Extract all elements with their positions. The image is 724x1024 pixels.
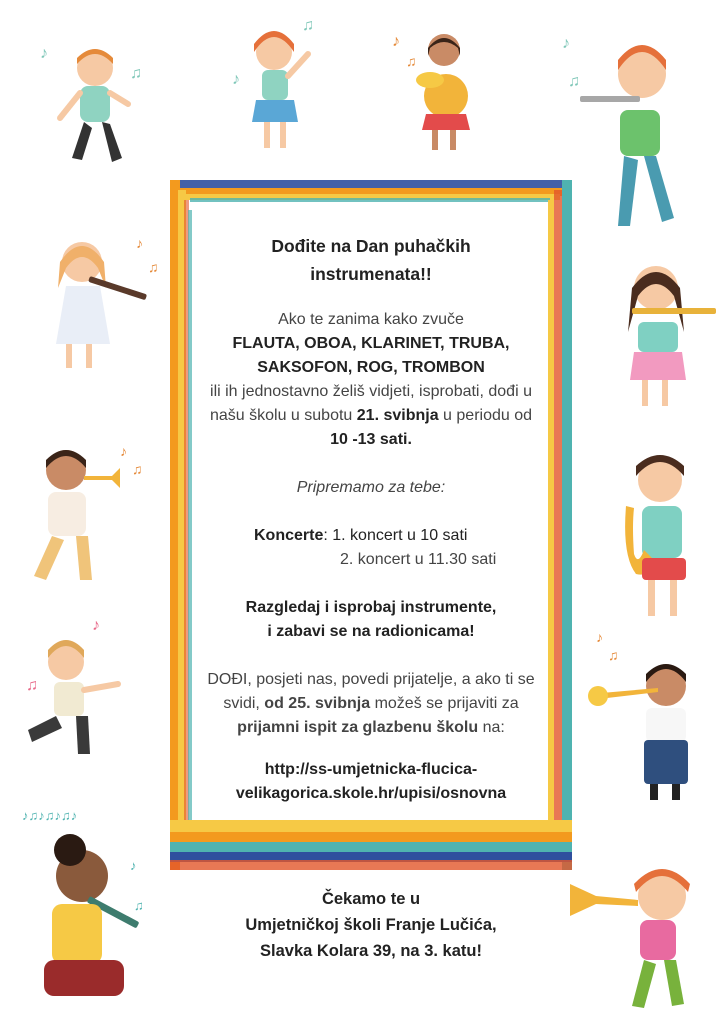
poster-content xyxy=(200,232,542,806)
apply-date: od 25. svibnja xyxy=(264,695,371,712)
apply-paragraph xyxy=(200,668,542,740)
svg-text:♫: ♫ xyxy=(568,73,580,90)
footer-line-2: Umjetničkoj školi Franje Lučića, xyxy=(245,916,497,934)
workshop-text xyxy=(200,596,542,644)
concert-item-2: 2. koncert u 11.30 sati xyxy=(340,551,497,568)
trombone-boy-icon xyxy=(588,626,698,806)
svg-text:♫: ♫ xyxy=(608,647,619,663)
svg-text:♪: ♪ xyxy=(40,45,48,62)
svg-text:♫: ♫ xyxy=(26,677,38,694)
intro-line: Ako te zanima kako zvuče xyxy=(278,311,464,328)
visit-time: 10 -13 sati. xyxy=(330,431,412,448)
svg-text:♫: ♫ xyxy=(132,461,143,477)
svg-text:♪: ♪ xyxy=(120,443,127,459)
svg-text:♪: ♪ xyxy=(130,858,137,873)
visit-text-1: ili ih jednostavno želiš vidjeti, isprobati, dođi u našu školu u subotu xyxy=(209,383,532,424)
saxophone-boy-icon xyxy=(612,446,702,626)
dancing-boy-icon xyxy=(40,38,150,178)
svg-text:♫: ♫ xyxy=(302,17,314,34)
svg-text:♫: ♫ xyxy=(406,53,417,69)
workshop-line-2: i zabavi se na radionicama! xyxy=(267,623,475,640)
visit-text-2: u periodu od xyxy=(443,407,533,424)
dancing-boy-2-icon xyxy=(22,610,132,760)
concert-label: Koncerte xyxy=(254,527,324,544)
url-line-2[interactable]: velikagorica.skole.hr/upisi/osnovna xyxy=(235,785,507,802)
svg-text:♫: ♫ xyxy=(134,898,144,913)
visit-date: 21. svibnja xyxy=(356,407,439,424)
apply-exam: prijamni ispit za glazbenu školu xyxy=(237,719,479,736)
intro-paragraph xyxy=(200,308,542,452)
singing-girl-icon xyxy=(232,14,327,159)
concert-list xyxy=(200,524,542,572)
footer-line-1: Čekamo te u xyxy=(321,890,421,908)
apply-text-1: DOĐI, posjeti nas, povedi prijatelje, a ako ti se svidi, xyxy=(207,671,535,712)
apply-text-3: na: xyxy=(482,719,505,736)
tuba-girl-icon xyxy=(392,26,487,156)
concert-item-1: : 1. koncert u 10 sati xyxy=(323,527,468,544)
svg-text:♫: ♫ xyxy=(130,65,142,82)
svg-text:♪: ♪ xyxy=(562,35,570,52)
workshop-line-1: Razgledaj i isprobaj instrumente, xyxy=(245,599,497,616)
poster-title xyxy=(200,232,542,288)
url-line-1[interactable]: http://ss-umjetnicka-flucica- xyxy=(264,761,478,778)
svg-text:♪: ♪ xyxy=(392,33,400,50)
instruments-line-2: SAKSOFON, ROG, TROMBON xyxy=(257,359,485,376)
clarinet-girl-icon xyxy=(40,228,160,378)
flute-girl-icon xyxy=(612,252,717,417)
trumpet-boy-2-icon xyxy=(566,856,706,1016)
title-line-1: Dođite na Dan puhačkih xyxy=(271,236,471,256)
apply-text-2: možeš se prijaviti za xyxy=(374,695,519,712)
title-line-2: instrumenata!! xyxy=(310,264,432,284)
prepare-heading: Pripremamo za tebe: xyxy=(296,479,446,496)
instruments-line-1: FLAUTA, OBOA, KLARINET, TRUBA, xyxy=(232,335,510,352)
svg-text:♪♫♪♫♪♫♪: ♪♫♪♫♪♫♪ xyxy=(22,808,78,823)
trumpet-boy-icon xyxy=(20,440,150,590)
svg-text:♪: ♪ xyxy=(232,71,240,88)
enrollment-link[interactable] xyxy=(200,758,542,806)
svg-text:♪: ♪ xyxy=(92,617,100,634)
flute-boy-icon xyxy=(562,30,692,235)
footer-line-3: Slavka Kolara 39, na 3. katu! xyxy=(260,942,482,960)
svg-text:♫: ♫ xyxy=(148,259,159,275)
poster-footer xyxy=(170,886,572,964)
clarinet-girl-2-icon xyxy=(18,800,163,1010)
svg-text:♪: ♪ xyxy=(136,235,143,251)
svg-text:♪: ♪ xyxy=(596,629,603,645)
